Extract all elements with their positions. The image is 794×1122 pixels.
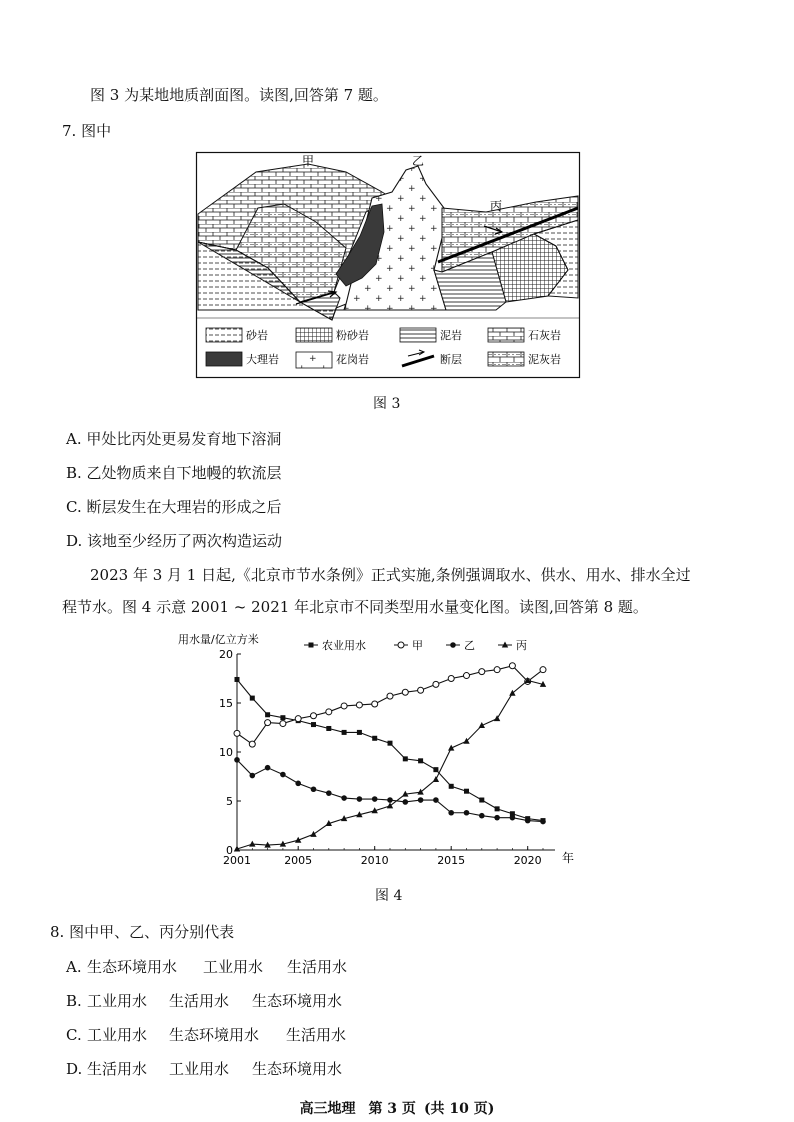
question-7-stem: 7. 图中 (62, 122, 112, 140)
q8-option-jia: 生活用水 (87, 1060, 148, 1078)
legend-marker (450, 642, 456, 648)
data-point (433, 681, 439, 687)
q8-option-yi: 生态环境用水 (169, 1026, 260, 1044)
geologic-cross-section-figure (196, 152, 580, 378)
data-point (372, 736, 377, 741)
x-tick-label: 2010 (360, 854, 389, 867)
data-point (494, 667, 500, 673)
footer-total: (共 10 页) (423, 1101, 495, 1117)
data-point (448, 810, 454, 816)
data-point (311, 722, 316, 727)
data-point (326, 709, 332, 715)
series-2 (234, 757, 546, 824)
x-tick-label: 2020 (513, 854, 542, 867)
data-point (495, 806, 500, 811)
footer-page: 第 3 页 (368, 1101, 416, 1117)
data-point (372, 796, 378, 802)
figure4-caption: 图 4 (375, 888, 403, 904)
data-point (479, 669, 485, 675)
legend-swatch-siltstone (296, 328, 332, 342)
data-point (510, 815, 516, 821)
legend-marker (398, 642, 404, 648)
legend-label: 农业用水 (322, 639, 366, 652)
legend-swatch-granite (296, 352, 332, 368)
data-point (250, 773, 256, 779)
q8-option-letter: C. (66, 1026, 82, 1044)
data-point (494, 715, 500, 721)
figure3-intro: 图 3 为某地地质剖面图。读图,回答第 7 题。 (90, 86, 388, 104)
data-point (402, 689, 408, 695)
y-tick-label: 0 (226, 844, 233, 857)
series-line (237, 666, 543, 744)
q8-option-bing: 生活用水 (287, 958, 348, 976)
x-tick-label: 2015 (437, 854, 466, 867)
data-point (234, 757, 240, 763)
legend-swatch-marble (206, 352, 242, 366)
q8-option-yi: 生活用水 (169, 992, 230, 1010)
data-point (525, 818, 531, 824)
data-point (464, 789, 469, 794)
legend-label-limestone: 石灰岩 (528, 329, 561, 342)
y-axis-label: 用水量/亿立方米 (178, 633, 259, 646)
legend-label-marl: 泥灰岩 (528, 353, 561, 366)
q8-option-jia: 工业用水 (87, 1026, 148, 1044)
q7-option-d[interactable]: D. 该地至少经历了两次构造运动 (66, 532, 283, 550)
data-point (509, 690, 515, 696)
data-point (280, 721, 286, 727)
chart-legend (304, 638, 527, 652)
legend-label-mudstone: 泥岩 (440, 329, 462, 342)
data-point (387, 693, 393, 699)
data-point (540, 667, 546, 673)
data-point (295, 716, 301, 722)
data-point (265, 720, 271, 726)
q8-option-letter: D. (66, 1060, 83, 1078)
data-point (342, 730, 347, 735)
data-point (357, 796, 363, 802)
data-point (433, 767, 438, 772)
legend-label: 甲 (412, 639, 423, 652)
x-axis-label: 年 (562, 851, 575, 865)
data-point (494, 815, 500, 821)
data-point (357, 730, 362, 735)
question-8-stem: 8. 图中甲、乙、丙分别代表 (50, 923, 235, 941)
data-point (265, 712, 270, 717)
data-point (341, 795, 347, 801)
q7-option-b[interactable]: B. 乙处物质来自下地幔的软流层 (66, 464, 282, 482)
data-point (403, 799, 409, 805)
footer-subject: 高三地理 (299, 1101, 356, 1117)
q8-option-letter: A. (66, 958, 82, 976)
x-tick-label: 2001 (223, 854, 251, 867)
q8-option-jia: 工业用水 (87, 992, 148, 1010)
data-point (479, 813, 485, 819)
legend-label-granite: 花岗岩 (336, 353, 369, 366)
y-tick-label: 20 (219, 648, 233, 661)
data-point (311, 786, 317, 792)
series-line (237, 760, 543, 822)
q8-option-bing: 生态环境用水 (252, 992, 343, 1010)
data-point (326, 790, 332, 796)
legend-label-fault: 断层 (440, 353, 462, 366)
data-point (235, 677, 240, 682)
y-tick-label: 10 (219, 746, 233, 759)
legend-label-marble: 大理岩 (246, 353, 279, 366)
figure4-intro-line1: 2023 年 3 月 1 日起,《北京市节水条例》正式实施,条例强调取水、供水、用水、排水全过 (90, 566, 691, 584)
legend-swatch-marl (488, 352, 524, 366)
data-point (464, 673, 470, 679)
legend-label-sandstone: 砂岩 (246, 329, 268, 342)
data-point (388, 741, 393, 746)
data-point (387, 802, 393, 808)
data-point (403, 756, 408, 761)
q8-option-bing: 生态环境用水 (252, 1060, 343, 1078)
data-point (417, 789, 423, 795)
chart-series (234, 663, 546, 852)
q7-option-c[interactable]: C. 断层发生在大理岩的形成之后 (66, 498, 282, 516)
data-point (311, 713, 317, 719)
data-point (280, 715, 285, 720)
figure4-intro-line2: 程节水。图 4 示意 2001 ~ 2021 年北京市不同类型用水量变化图。读图,回答第 8 题。 (62, 598, 648, 616)
legend-label-siltstone: 粉砂岩 (336, 329, 369, 342)
label-yi: 乙 (412, 154, 425, 168)
label-bing: 丙 (490, 199, 503, 213)
legend-swatch-sandstone (206, 328, 242, 342)
y-tick-label: 5 (226, 795, 233, 808)
data-point (310, 831, 316, 837)
data-point (356, 702, 362, 708)
legend-swatch-limestone (488, 328, 524, 342)
legend-swatch-mudstone (400, 328, 436, 342)
data-point (234, 730, 240, 736)
data-point (479, 798, 484, 803)
water-usage-line-chart (178, 628, 590, 868)
data-point (250, 696, 255, 701)
q8-option-jia: 生态环境用水 (87, 958, 178, 976)
series-line (237, 680, 543, 849)
data-point (249, 741, 255, 747)
data-point (464, 810, 470, 816)
data-point (326, 726, 331, 731)
page-footer (0, 1098, 794, 1118)
data-point (449, 784, 454, 789)
data-point (433, 797, 439, 803)
legend-label: 乙 (464, 639, 475, 652)
data-point (295, 781, 301, 787)
data-point (418, 797, 424, 803)
data-point (418, 758, 423, 763)
q7-option-a[interactable]: A. 甲处比丙处更易发育地下溶洞 (66, 430, 282, 448)
x-tick-label: 2005 (284, 854, 313, 867)
data-point (387, 797, 393, 803)
series-1 (234, 663, 546, 747)
y-tick-label: 15 (219, 697, 233, 710)
q8-option-yi: 工业用水 (203, 958, 264, 976)
legend-marker (309, 643, 314, 648)
data-point (265, 765, 271, 771)
legend-label: 丙 (516, 639, 527, 652)
data-point (249, 841, 255, 847)
q8-option-letter: B. (66, 992, 82, 1010)
data-point (280, 772, 286, 778)
data-point (509, 663, 515, 669)
data-point (418, 687, 424, 693)
data-point (540, 819, 546, 825)
series-3 (234, 677, 546, 852)
data-point (433, 776, 439, 782)
label-jia: 甲 (302, 154, 315, 168)
q8-option-yi: 工业用水 (169, 1060, 230, 1078)
data-point (372, 701, 378, 707)
chart-axes (219, 648, 555, 867)
q8-option-bing: 生活用水 (286, 1026, 347, 1044)
data-point (341, 703, 347, 709)
data-point (448, 676, 454, 682)
figure3-caption: 图 3 (373, 396, 401, 412)
